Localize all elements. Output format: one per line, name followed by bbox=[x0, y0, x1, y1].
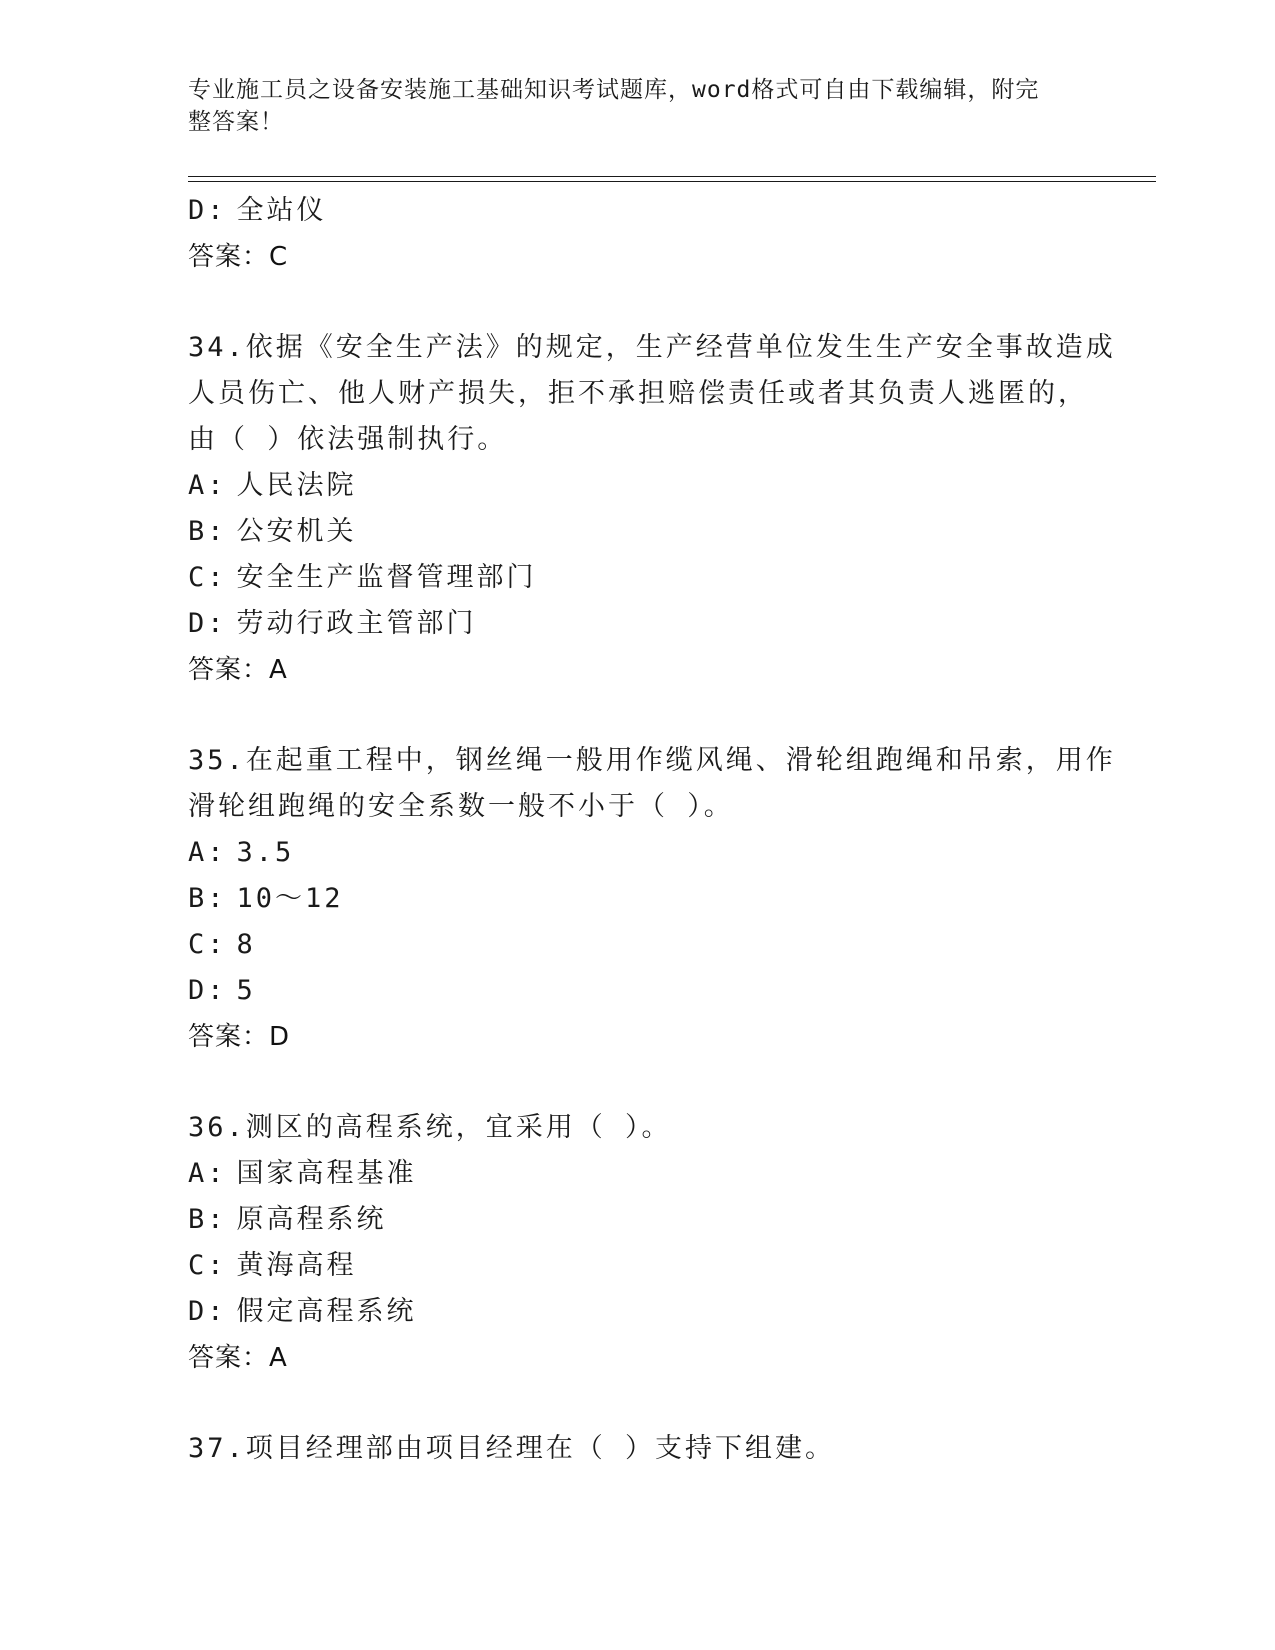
option-label: B: bbox=[188, 883, 227, 914]
answer-line: 答案：D bbox=[188, 1022, 291, 1052]
question-35 bbox=[188, 738, 1116, 1060]
question-stem-line: 人员伤亡、他人财产损失，拒不承担赔偿责任或者其负责人逃匿的， bbox=[188, 378, 1088, 409]
option-d bbox=[188, 1289, 1088, 1335]
option-text: 黄海高程 bbox=[236, 1250, 357, 1281]
answer-line: 答案：A bbox=[188, 1343, 288, 1373]
question-36 bbox=[188, 1105, 1088, 1381]
option-text: 人民法院 bbox=[236, 470, 357, 501]
option-text: 3.5 bbox=[236, 837, 295, 868]
option-label: A: bbox=[188, 470, 227, 501]
question-stem bbox=[188, 325, 1116, 463]
option-label: A: bbox=[188, 1158, 227, 1189]
question-stem bbox=[188, 738, 1116, 830]
header-line-1: 专业施工员之设备安装施工基础知识考试题库，word格式可自由下载编辑，附完 bbox=[188, 77, 1040, 103]
question-stem bbox=[188, 1105, 1088, 1151]
question-stem-line: 37.项目经理部由项目经理在（ ）支持下组建。 bbox=[188, 1433, 836, 1464]
option-label: A: bbox=[188, 837, 227, 868]
option-label: D: bbox=[188, 975, 227, 1006]
question-33-continued bbox=[188, 188, 1088, 280]
question-34 bbox=[188, 325, 1116, 693]
header-line-2: 整答案！ bbox=[188, 109, 284, 135]
document-header bbox=[188, 74, 1068, 138]
question-stem-line: 34.依据《安全生产法》的规定，生产经营单位发生生产安全事故造成 bbox=[188, 332, 1116, 363]
option-text: 安全生产监督管理部门 bbox=[236, 562, 537, 593]
answer-line: 答案：A bbox=[188, 655, 288, 685]
option-a bbox=[188, 1151, 1088, 1197]
option-text: 劳动行政主管部门 bbox=[236, 608, 477, 639]
header-divider-top bbox=[188, 176, 1156, 177]
question-stem-line: 由（ ）依法强制执行。 bbox=[188, 424, 508, 455]
option-a bbox=[188, 463, 1088, 509]
option-text: 全站仪 bbox=[236, 195, 327, 226]
option-d bbox=[188, 188, 1088, 234]
option-b bbox=[188, 876, 1088, 922]
option-a bbox=[188, 830, 1088, 876]
option-label: C: bbox=[188, 1250, 227, 1281]
option-label: B: bbox=[188, 1204, 227, 1235]
question-stem-line: 36.测区的高程系统，宜采用（ ）。 bbox=[188, 1112, 672, 1143]
option-b bbox=[188, 509, 1088, 555]
question-stem-line: 35.在起重工程中，钢丝绳一般用作缆风绳、滑轮组跑绳和吊索，用作 bbox=[188, 745, 1116, 776]
header-divider-bottom bbox=[188, 181, 1156, 182]
option-label: D: bbox=[188, 195, 227, 226]
option-text: 国家高程基准 bbox=[236, 1158, 417, 1189]
option-text: 假定高程系统 bbox=[236, 1296, 417, 1327]
option-text: 原高程系统 bbox=[236, 1204, 387, 1235]
option-text: 公安机关 bbox=[236, 516, 357, 547]
option-label: D: bbox=[188, 1296, 227, 1327]
option-b bbox=[188, 1197, 1088, 1243]
question-37 bbox=[188, 1426, 1088, 1472]
question-stem-line: 滑轮组跑绳的安全系数一般不小于（ ）。 bbox=[188, 791, 734, 822]
option-d bbox=[188, 601, 1088, 647]
option-text: 5 bbox=[236, 975, 256, 1006]
option-label: D: bbox=[188, 608, 227, 639]
question-list bbox=[188, 188, 1116, 1472]
option-label: C: bbox=[188, 562, 227, 593]
option-c bbox=[188, 922, 1088, 968]
option-text: 8 bbox=[236, 929, 256, 960]
option-d bbox=[188, 968, 1088, 1014]
option-text: 10～12 bbox=[236, 883, 344, 914]
option-c bbox=[188, 555, 1088, 601]
answer-line: 答案：C bbox=[188, 242, 289, 272]
question-stem bbox=[188, 1426, 1088, 1472]
option-label: B: bbox=[188, 516, 227, 547]
option-label: C: bbox=[188, 929, 227, 960]
option-c bbox=[188, 1243, 1088, 1289]
